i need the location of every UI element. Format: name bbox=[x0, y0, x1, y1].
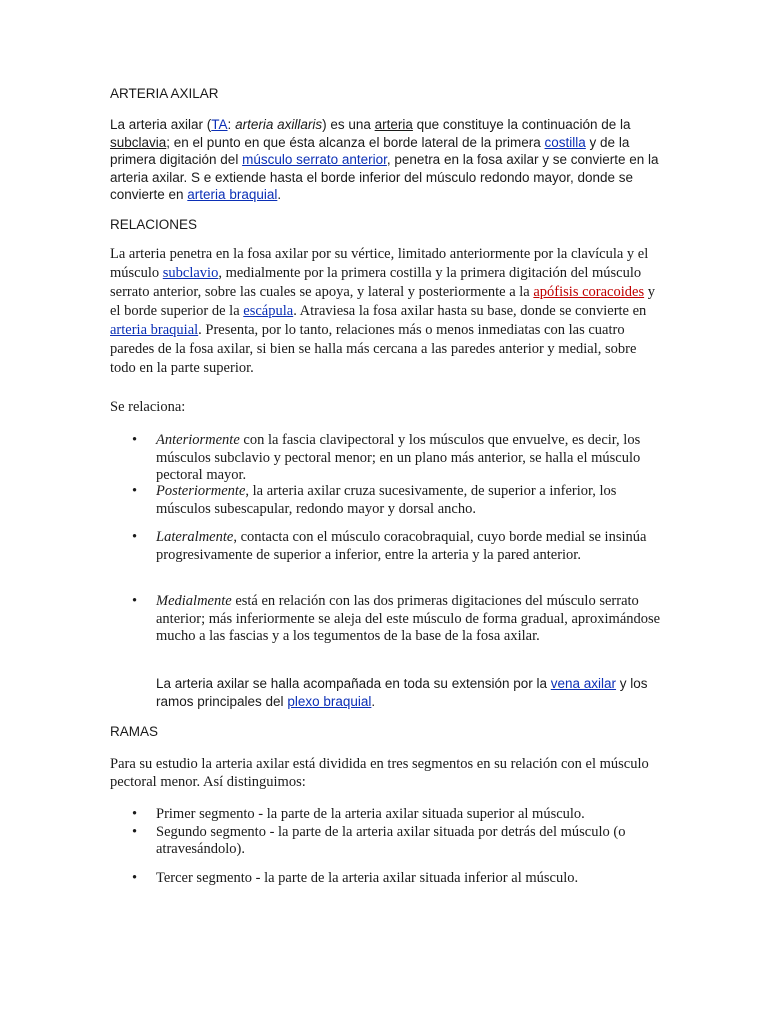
relations-list bbox=[110, 432, 662, 485]
bullet-icon: • bbox=[132, 823, 138, 840]
arteria-link[interactable]: arteria bbox=[374, 117, 413, 132]
bullet-icon: • bbox=[132, 529, 138, 545]
relaciones-heading: RELACIONES bbox=[110, 217, 198, 232]
bullet-icon: • bbox=[132, 593, 138, 609]
ramas-heading: RAMAS bbox=[110, 724, 159, 739]
list-item: • Posteriormente, la arteria axilar cruza sucesivamente, de superior a inferior, los músculos subescapular, redondo mayor y dorsal ancho. bbox=[132, 483, 617, 517]
arteria-braquial-link-2[interactable]: arteria braquial bbox=[110, 322, 199, 338]
list-item: • Anteriormente con la fascia clavipectoral y los músculos que envuelve, es decir, los músculos subclavio y pectoral menor; en un plano más anterior, se halla el músculo pectoral mayor. bbox=[132, 432, 641, 483]
list-item: • Primer segmento - la parte de la arteria axilar situada superior al músculo. bbox=[132, 806, 585, 822]
list-item: • Tercer segmento - la parte de la arteria axilar situada inferior al músculo. bbox=[132, 870, 579, 886]
bullet-icon: • bbox=[132, 483, 138, 499]
subclavio-link[interactable]: subclavio bbox=[162, 265, 219, 281]
acompanada-paragraph: La arteria axilar se halla acompañada en toda su extensión por la vena axilar y los ramos principales del plexo braquial. bbox=[156, 676, 648, 709]
plexo-braquial-link[interactable]: plexo braquial bbox=[287, 693, 372, 709]
se-relaciona-label: Se relaciona: bbox=[110, 399, 186, 415]
apofisis-coracoides-link[interactable]: apófisis coracoides bbox=[533, 284, 645, 300]
list-item: • Segundo segmento - la parte de la arteria axilar situada por detrás del músculo (o atravesándolo). bbox=[132, 823, 626, 857]
list-item: • Lateralmente, contacta con el músculo coracobraquial, cuyo borde medial se insinúa progresivamente de superior a inferior, entre la arteria y la pared anterior. bbox=[132, 529, 647, 563]
page-title: ARTERIA AXILAR bbox=[110, 86, 219, 101]
relations-list bbox=[110, 529, 662, 564]
segments-list bbox=[110, 870, 662, 888]
arteria-braquial-link[interactable]: arteria braquial bbox=[187, 187, 278, 202]
bullet-icon: • bbox=[132, 432, 138, 448]
vena-axilar-link[interactable]: vena axilar bbox=[550, 676, 617, 691]
list-item: • Medialmente está en relación con las dos primeras digitaciones del músculo serrato anterior; más inferiormente se aleja del este músculo de forma gradual, aproximándose mucho a las fascias y a los tegumentos de la base de la fosa axilar. bbox=[132, 593, 661, 644]
relations-list bbox=[110, 593, 662, 646]
ramas-paragraph: Para su estudio la arteria axilar está dividida en tres segmentos en su relación con el músculo pectoral menor. Así distinguimos: bbox=[110, 756, 649, 790]
escapula-link[interactable]: escápula bbox=[243, 303, 294, 319]
bullet-icon: • bbox=[132, 870, 138, 886]
segments-list bbox=[110, 806, 662, 859]
intro-paragraph: La arteria axilar (TA: arteria axillaris) es una arteria que constituye la continuación de la subclavia; en el punto en que ésta alcanza el borde lateral de la primera costilla y de la primera digitación del músculo serrato anterior, penetra en la fosa axilar y se convierte en la arteria axilar. S e extiende hasta el borde inferior del músculo redondo mayor, donde se convierte en arteria braquial. bbox=[110, 117, 659, 202]
costilla-link[interactable]: costilla bbox=[544, 134, 586, 150]
relations-list bbox=[110, 483, 662, 518]
bullet-icon: • bbox=[132, 806, 138, 822]
serrato-anterior-link[interactable]: músculo serrato anterior bbox=[242, 152, 387, 167]
relaciones-paragraph: La arteria penetra en la fosa axilar por su vértice, limitado anteriormente por la clavícula y el músculo subclavio, medialmente por la primera costilla y la primera digitación del músculo serrato anterior, sobre las cuales se apoya, y lateral y posteriormente a la apófisis coracoides y el borde superior de la escápula. Atraviesa la fosa axilar hasta su base, donde se convierte en arteria braquial. Presenta, por lo tanto, relaciones más o menos inmediatas con las cuatro paredes de la fosa axilar, si bien se halla más cercana a las paredes anterior y medial, sobre todo en la parte superior. bbox=[110, 246, 655, 376]
ta-link[interactable]: TA bbox=[211, 117, 228, 132]
subclavia-link[interactable]: subclavia bbox=[110, 134, 167, 150]
